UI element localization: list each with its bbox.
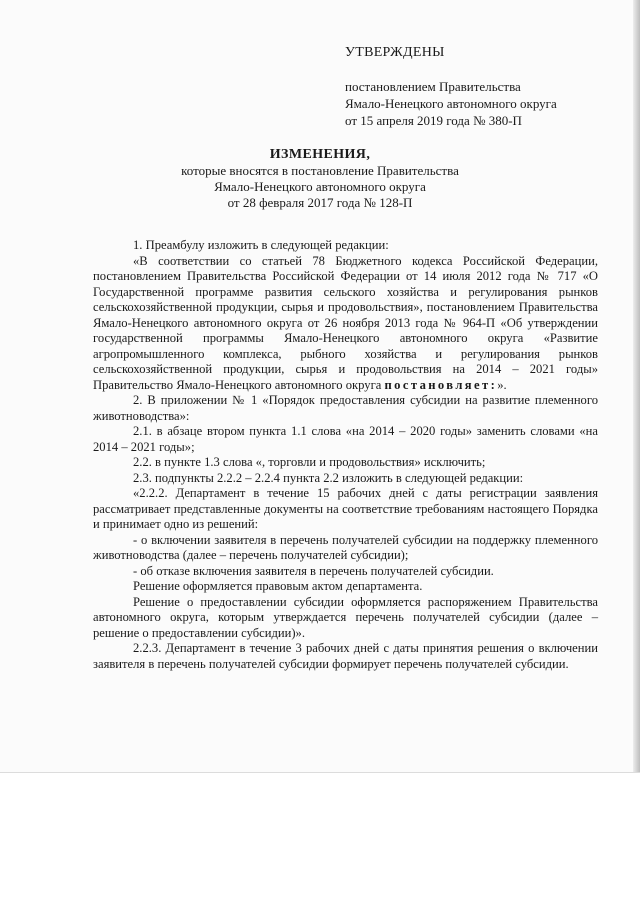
paragraph: 2.2.3. Департамент в течение 3 рабочих дней с даты принятия решения о включении заявителя в перечень получателей субсидии формирует перечень получателей субсидии. <box>93 641 598 671</box>
approval-line: Ямало-Ненецкого автономного округа <box>345 96 557 111</box>
approval-line: от 15 апреля 2019 года № 380-П <box>345 113 522 128</box>
heading-title: ИЗМЕНЕНИЯ, <box>269 147 371 162</box>
paragraph: 2.1. в абзаце втором пункта 1.1 слова «на 2014 – 2020 годы» заменить словами «на 2014 – 2021 годы»; <box>93 424 598 454</box>
decree-word: постановляет: <box>384 377 498 392</box>
paragraph: - о включении заявителя в перечень получателей субсидии на поддержку племенного животноводства (далее – перечень получателей субсидии); <box>93 532 598 562</box>
paragraph: 1. Преамбулу изложить в следующей редакции: <box>133 238 389 252</box>
paragraph: 2.2. в пункте 1.3 слова «, торговли и продовольствия» исключить; <box>133 455 486 469</box>
paragraph-text: «В соответствии со статьей 78 Бюджетного кодекса Российской Федерации, постановлением Правительства Российской Федерации от 14 июля 2012 года № 717 «О Государственной программе развития сельского хозяйства и регулирования рынков сельскохозяйственной продукции, сырья и продовольствия», постановлением Правительства Ямало-Ненецкого автономного округа от 26 ноября 2013 года № 964-П «Об утверждении государственной программы Ямало-Ненецкого автономного округа «Развитие агропромышленного комплекса, рыбного хозяйства и регулирования рынков сельскохозяйственной продукции, сырья и продовольствия на 2014 – 2021 годы» Правительство Ямало-Ненецкого автономного округа <box>93 253 598 392</box>
document-body <box>93 238 598 672</box>
paragraph: «2.2.2. Департамент в течение 15 рабочих дней с даты регистрации заявления рассматривает представленные документы на соответствие требованиям настоящего Порядка и принимает одно из решений: <box>93 486 598 531</box>
approval-title: УТВЕРЖДЕНЫ <box>345 45 445 60</box>
paragraph: - об отказе включения заявителя в перечень получателей субсидии. <box>133 563 494 578</box>
approval-line: постановлением Правительства <box>345 79 521 94</box>
paragraph-end: ». <box>497 377 507 392</box>
paragraph: Решение о предоставлении субсидии оформляется распоряжением Правительства автономного округа, которым утверждается перечень получателей субсидии (далее – решение о предоставлении субсидии)». <box>93 594 598 640</box>
heading-line: которые вносятся в постановление Правительства <box>181 163 459 178</box>
document-heading <box>80 147 560 211</box>
scan-edge <box>633 0 640 772</box>
paragraph: Решение оформляется правовым актом департамента. <box>133 579 423 593</box>
paragraph: 2.3. подпункты 2.2.2 – 2.2.4 пункта 2.2 изложить в следующей редакции: <box>133 470 524 485</box>
heading-line: от 28 февраля 2017 года № 128-П <box>227 195 413 210</box>
paragraph <box>93 254 598 394</box>
heading-line: Ямало-Ненецкого автономного округа <box>214 179 426 194</box>
paragraph: 2. В приложении № 1 «Порядок предоставления субсидии на развитие племенного животноводства»: <box>93 393 598 423</box>
approval-block <box>345 44 557 129</box>
